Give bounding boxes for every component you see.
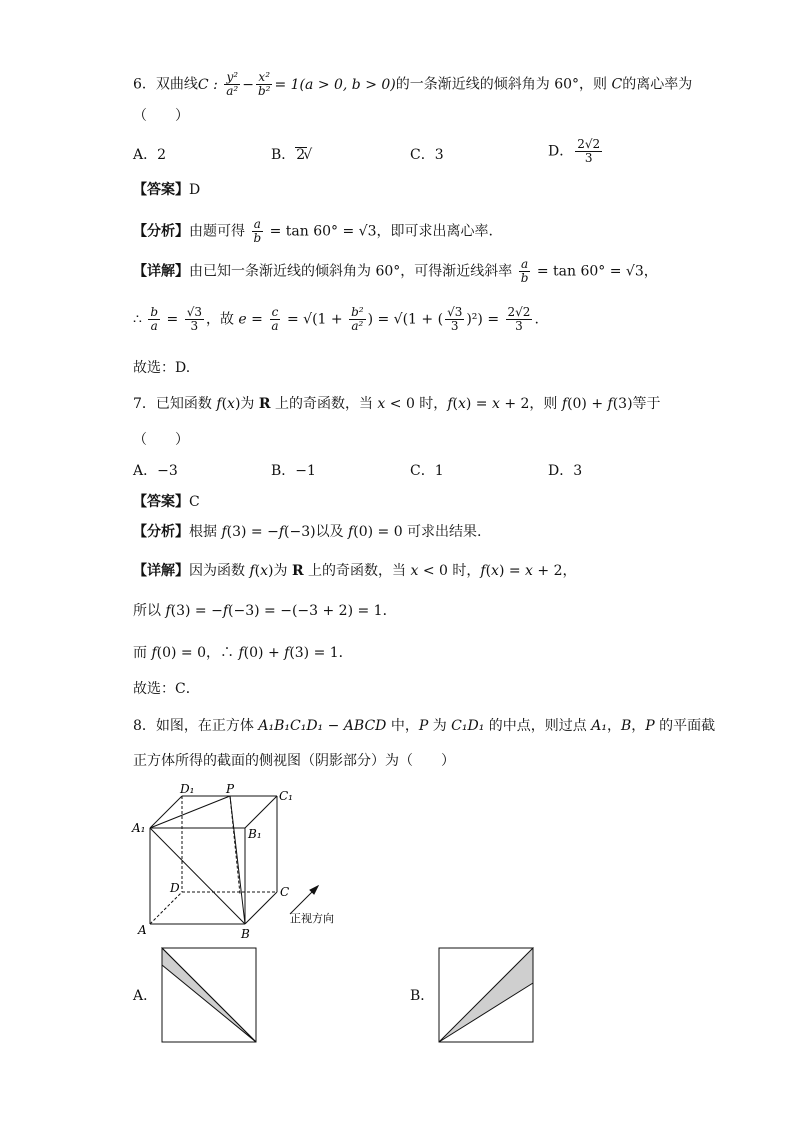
detail-text: 由已知一条渐近线的倾斜角为 60°，可得渐近线斜率: [189, 263, 513, 280]
edge-b-c: [245, 892, 277, 924]
q6-derivation: ∴ $\frac{b}{a}$ = $\frac{√3}{3}$ ，故 e = $\frac{c}{a}$ = √(1 + $\frac{\text{b²}}{\text{a²}}$ ) = √(1 + ( $\frac{√3}{3}$ )²) = $\frac{2√2}{3}$ .: [133, 305, 539, 333]
direction-label: 正视方向: [290, 912, 334, 925]
answer-label: 【答案】: [133, 494, 189, 510]
label-c: C: [280, 885, 290, 899]
q7-stem: 7．已知函数 f(x)为 R 上的奇函数，当 x < 0 时，f(x) = x + 2，则 f(0) + f(3)等于: [133, 396, 661, 412]
label-d1: D₁: [180, 782, 195, 796]
q6-analysis: 【分析】由题可得 $\frac{a}{b}$ = tan 60° = √3，即可求出离心率.: [133, 217, 493, 245]
q7-paren: （ ）: [133, 432, 189, 448]
q6-answer: [133, 180, 200, 200]
q6-stem-c: 的离心率为: [622, 76, 693, 93]
detail-label: 【详解】: [133, 263, 189, 280]
label-d: D: [170, 881, 180, 895]
q8-option-b-figure: [438, 947, 534, 1043]
q6-number: 6．: [133, 76, 156, 93]
q7-answer: [133, 492, 200, 512]
edge-a-d: [150, 892, 182, 924]
q8-number: 8．: [133, 718, 156, 734]
label-b: B: [241, 927, 250, 941]
q6-choose: 故选：D.: [133, 360, 191, 376]
q6-stem-b: 的一条渐近线的倾斜角为 60°，则: [395, 76, 608, 93]
q6-option-d: D． $\frac{2√2}{3}$: [548, 137, 601, 165]
edge-a1-d1: [150, 796, 182, 828]
q6-equation: C : $\frac{\text{y²}}{\text{a²}}$ − $\frac{\text{x²}}{\text{b²}}$ = 1(a > 0, b > 0): [197, 70, 396, 98]
line-a1-p: [150, 796, 230, 828]
analysis-label: 【分析】: [133, 524, 189, 540]
q8-stem-2: 正方体所得的截面的侧视图（阴影部分）为（ ）: [133, 753, 455, 769]
q8-option-a-figure: [161, 947, 257, 1043]
q7-number: 7．: [133, 396, 156, 412]
q6-option-c: C．3: [410, 147, 444, 163]
q7-line3: 而 f(0) = 0，∴ f(0) + f(3) = 1．: [133, 645, 353, 661]
q6-detail: 【详解】由已知一条渐近线的倾斜角为 60°，可得渐近线斜率 $\frac{a}{b}$ = tan 60° = √3，: [133, 257, 658, 285]
q7-detail: 【详解】因为函数 f(x)为 R 上的奇函数，当 x < 0 时，f(x) = x + 2，: [133, 563, 577, 579]
label-p: P: [226, 782, 235, 796]
line-p-b: [230, 796, 245, 924]
answer-label: 【答案】: [133, 182, 189, 198]
q6-paren: （ ）: [133, 108, 189, 124]
q7-analysis: 【分析】根据 f(3) = −f(−3)以及 f(0) = 0 可求出结果.: [133, 524, 482, 540]
q6-stem: 6．双曲线C : $\frac{\text{y²}}{\text{a²}}$ − $\frac{\text{x²}}{\text{b²}}$ = 1(a > 0, b > 0)的一条渐近线的倾斜角为 60°，则 C的离心率为: [133, 70, 693, 98]
q8-option-b-label: B．: [410, 988, 435, 1004]
q7-option-d: D．3: [548, 463, 583, 479]
label-a1: A₁: [132, 821, 146, 835]
edge-b1-c1: [245, 796, 277, 828]
label-a: A: [138, 923, 147, 937]
label-c1: C₁: [279, 789, 293, 803]
q8-stem-1: 8．如图，在正方体 A₁B₁C₁D₁ − ABCD 中，P 为 C₁D₁ 的中点，则过点 A₁，B，P 的平面截: [133, 718, 716, 734]
answer-value: C: [189, 494, 200, 510]
q7-option-c: C．1: [410, 463, 444, 479]
q6-stem-a: 双曲线: [155, 76, 198, 93]
shaded-section-b: [439, 948, 533, 1042]
q7-choose: 故选：C．: [133, 681, 200, 697]
q6-option-a: A．2: [133, 147, 167, 163]
q7-option-a: A．−3: [133, 463, 178, 479]
answer-value: D: [189, 182, 201, 198]
q6-option-b: B．2√: [271, 147, 313, 163]
cube-figure: [130, 782, 360, 942]
q7-option-b: B．−1: [271, 463, 316, 479]
detail-label: 【详解】: [133, 563, 189, 579]
label-b1: B₁: [248, 827, 262, 841]
q7-line2: 所以 f(3) = −f(−3) = −(−3 + 2) = 1．: [133, 603, 397, 619]
q8-option-a-label: A．: [133, 988, 158, 1004]
analysis-label: 【分析】: [133, 223, 189, 240]
